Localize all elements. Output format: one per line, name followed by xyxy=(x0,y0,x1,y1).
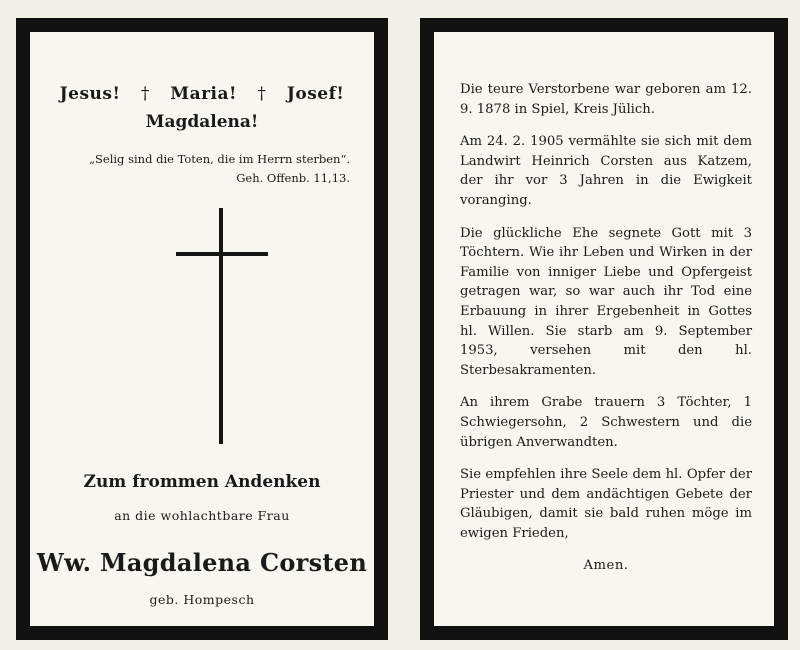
cross-separator-icon: † xyxy=(140,84,150,104)
memorial-card-front xyxy=(16,18,388,640)
invocation-line xyxy=(30,84,374,104)
paragraph-mourners: An ihrem Grabe trauern 3 Töchter, 1 Schwiegersohn, 2 Schwestern und die übrigen Anverwandten. xyxy=(460,395,752,450)
cross-icon xyxy=(176,208,268,444)
paragraph-marriage: Am 24. 2. 1905 vermählte sie sich mit dem Landwirt Heinrich Corsten aus Katzem, der ihr vor 3 Jahren in die Ewigkeit voranging. xyxy=(460,134,752,208)
card-back-panel xyxy=(434,32,774,626)
maiden-name: geb. Hompesch xyxy=(149,592,255,607)
quote-source: Geh. Offenb. 11,13. xyxy=(236,171,350,185)
deceased-name: Ww. Magdalena Corsten xyxy=(36,548,368,577)
scripture-quote xyxy=(60,150,350,188)
invocation-josef: Josef! xyxy=(286,84,345,104)
invocation-maria: Maria! xyxy=(170,84,237,104)
paragraph-life: Die glückliche Ehe segnete Gott mit 3 Töchtern. Wie ihr Leben und Wirken in der Familie von inniger Liebe und Opfergeist getragen war, so war auch ihr Tod eine Erbauung in ihrer Ergebenheit in Gottes hl. Willen. Sie starb am 9. September 1953, versehen mit den hl. Sterbesakramenten. xyxy=(460,225,752,378)
paragraph-prayer: Sie empfehlen ihre Seele dem hl. Opfer der Priester und dem andächtigen Gebete der Gläubigen, damit sie bald ruhen möge im ewigen Frieden, xyxy=(460,467,752,541)
invocation-jesus: Jesus! xyxy=(59,84,121,104)
card-front-panel xyxy=(30,32,374,626)
closing-amen: Amen. xyxy=(583,558,629,574)
paragraph-birth: Die teure Verstorbene war geboren am 12. 9. 1878 in Spiel, Kreis Jülich. xyxy=(460,82,752,117)
cross-separator-icon: † xyxy=(257,84,267,104)
quote-text: „Selig sind die Toten, die im Herrn sterben“. xyxy=(89,152,350,166)
memorial-heading: Zum frommen Andenken xyxy=(83,472,321,492)
memorial-card-back xyxy=(420,18,788,640)
invocation-name: Magdalena! xyxy=(145,112,259,132)
memorial-intro: an die wohlachtbare Frau xyxy=(114,508,290,523)
biography-text xyxy=(460,80,752,576)
